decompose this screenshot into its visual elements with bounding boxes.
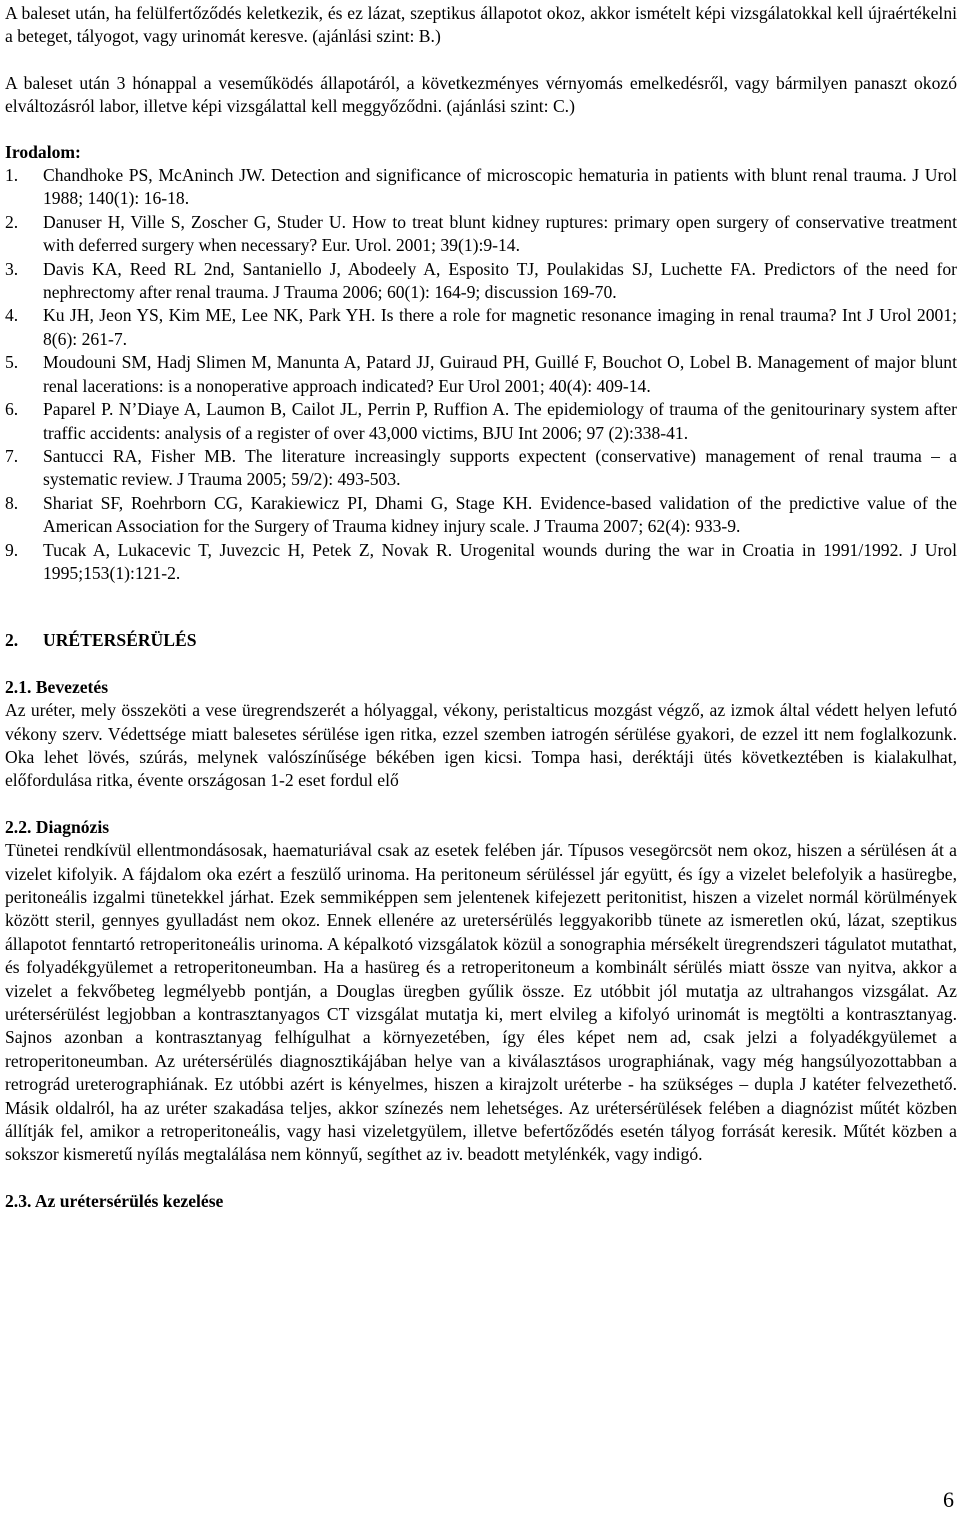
- reference-item: [5, 304, 957, 351]
- reference-number: 2.: [5, 211, 19, 232]
- paragraph: A baleset után 3 hónappal a veseműködés állapotáról, a következményes vérnyomás emelkedésről, vagy bármilyen panaszt okozó elváltozásról labor, illetve képi vizsgálattal kell meggyőződni. (ajánlási szint: C.): [5, 72, 957, 117]
- reference-number: 5.: [5, 352, 19, 373]
- reference-item: [5, 164, 957, 211]
- section-heading: [5, 629, 957, 652]
- reference-item: [5, 445, 957, 492]
- subsection-text: Tünetei rendkívül ellentmondásosak, haematuriával csak az esetek felében jár. Típusos vesegörcsöt nem okoz, hiszen a sérülésen át a vizelet kifolyik. A fájdalom oka ezért a feszülő urinoma. Ha peritoneum sérüléssel jár együtt, és így a vizelet belefolyik a hasüregbe, peritoneális izgalmi tünetekkel járhat. Ezek semmiképpen sem jelentenek kifejezett peritonitist, hiszen a vizelet normál körülmények között steril, gennyes gyulladást nem okoz. Ennek ellenére az uretersérülés leggyakoribb tünete az ismeretlen okú, lázat, szeptikus állapotot fenntartó retroperitoneális urinoma. A képalkotó vizsgálatok közül a sonographia mérsékelt üregrendszeri tágulatot mutathat, és folyadékgyülemet a retroperitoneumban. Ha a hasüreg és a retroperitoneum a kombinált sérülés miatt össze van nyitva, akkor a vizelet a fekvőbeteg legmélyebb pontján, a Douglas üregben gyűlik össze. Ez utóbbit jól mutatja az ultrahangos vizsgálat. Az urétersérülést legjobban a kontrasztanyagos CT vizsgálat mutatja ki, mert elvileg a kifolyó urinomát is megtölti a kontrasztanyag. Sajnos azonban a kontrasztanyag felhígulhat a környezetében, így éles képet nem ad, csak jelzi a folyadékgyülemet a retroperitoneumban. Az urétersérülés diagnosztikájában helye van a kiválasztásos urographiának, vagy még hangsúlyozottabban a retrográd ureterographiának. Ez utóbbi azért is kényelmes, hiszen a kirajzolt uréterbe - ha szükséges – dupla J katéter felvezethető. Másik oldalról, ha az uréter szakadása teljes, akkor színezés nem lehetséges. Az urétersérülések felében a diagnózist műtét közben állítják fel, amikor a retroperitoneális, vagy hasi vizeletgyülem, illetve befertőződés esetén tályog forrását keresik. Műtét közben a sokszor kismeretű nyílás megtalálása nem könnyű, segíthet az iv. beadott metylénkék, vagy indigó.: [5, 840, 957, 1165]
- reference-text: Paparel P. N’Diaye A, Laumon B, Cailot JL, Perrin P, Ruffion A. The epidemiology of trauma of the genitourinary system after traffic accidents: analysis of a register of over 43,000 victims, BJU Int 2006; 97 (2):338-41.: [43, 399, 957, 443]
- reference-item: [5, 398, 957, 445]
- references-list: [5, 164, 957, 585]
- reference-item: [5, 539, 957, 586]
- subsection-heading: 2.2. Diagnózis: [5, 816, 110, 837]
- reference-text: Shariat SF, Roehrborn CG, Karakiewicz PI, Dhami G, Stage KH. Evidence-based validation of the predictive value of the American Association for the Surgery of Trauma kidney injury scale. J Trauma 2007; 62(4): 933-9.: [43, 492, 957, 537]
- section-number: 2.: [5, 630, 19, 651]
- reference-number: 4.: [5, 305, 19, 326]
- page-number: 6: [943, 1486, 954, 1512]
- paragraph: A baleset után, ha felülfertőződés keletkezik, és ez lázat, szeptikus állapotot okoz, akkor ismételt képi vizsgálatokkal kell újraértékelni a beteget, tályogot, vagy urinomát keresve. (ajánlási szint: B.): [5, 3, 957, 47]
- reference-number: 1.: [5, 165, 19, 186]
- reference-text: Ku JH, Jeon YS, Kim ME, Lee NK, Park YH. Is there a role for magnetic resonance imaging in renal trauma? Int J Urol 2001; 8(6): 261-7.: [43, 305, 957, 349]
- reference-text: Santucci RA, Fisher MB. The literature increasingly supports expectent (conservative) management of renal trauma – a systematic review. J Trauma 2005; 59/2): 493-503.: [43, 445, 957, 490]
- reference-item: [5, 351, 957, 398]
- reference-number: 7.: [5, 445, 19, 466]
- reference-text: Moudouni SM, Hadj Slimen M, Manunta A, Patard JJ, Guiraud PH, Guillé F, Bouchot O, Lobel B. Management of major blunt renal lacerations: is a nonoperative approach indicated? Eur Urol 2001; 40(4): 409-14.: [43, 352, 957, 396]
- subsection-text: Az uréter, mely összeköti a vese üregrendszerét a hólyaggal, vékony, peristalticus mozgást végző, az izmok által védett helyen lefutó vékony szerv. Védettsége miatt balesetes sérülése igen ritka, ezzel szemben iatrogén sérülése gyakori, de ezzel itt nem foglalkozunk. Oka lehet lövés, szúrás, melynek valószínűsége békében igen kicsi. Tompa hasi, deréktáji ütés következtében is kialakulhat, előfordulása ritka, évente országosan 1-2 eset fordul elő: [5, 700, 957, 791]
- reference-number: 6.: [5, 399, 19, 420]
- references-title: Irodalom:: [5, 141, 81, 162]
- reference-number: 9.: [5, 539, 19, 560]
- reference-item: [5, 211, 957, 258]
- reference-text: Danuser H, Ville S, Zoscher G, Studer U. How to treat blunt kidney ruptures: primary open surgery of conservative treatment with deferred surgery when necessary? Eur. Urol. 2001; 39(1):9-14.: [43, 211, 957, 256]
- subsection-heading: 2.3. Az urétersérülés kezelése: [5, 1190, 224, 1211]
- reference-text: Chandhoke PS, McAninch JW. Detection and significance of microscopic hematuria in patients with blunt renal trauma. J Urol 1988; 140(1): 16-18.: [43, 165, 957, 209]
- reference-text: Davis KA, Reed RL 2nd, Santaniello J, Abodeely A, Esposito TJ, Poulakidas SJ, Luchette FA. Predictors of the need for nephrectomy after renal trauma. J Trauma 2006; 60(1): 164-9; discussion 169-70.: [43, 258, 957, 303]
- subsection-heading: 2.1. Bevezetés: [5, 676, 109, 697]
- reference-number: 8.: [5, 492, 19, 513]
- reference-item: [5, 492, 957, 539]
- reference-number: 3.: [5, 258, 19, 279]
- document-page: [5, 2, 957, 1213]
- reference-item: [5, 258, 957, 305]
- reference-text: Tucak A, Lukacevic T, Juvezcic H, Petek Z, Novak R. Urogenital wounds during the war in Croatia in 1991/1992. J Urol 1995;153(1):121-2.: [43, 539, 957, 583]
- section-title: URÉTERSÉRÜLÉS: [43, 630, 197, 651]
